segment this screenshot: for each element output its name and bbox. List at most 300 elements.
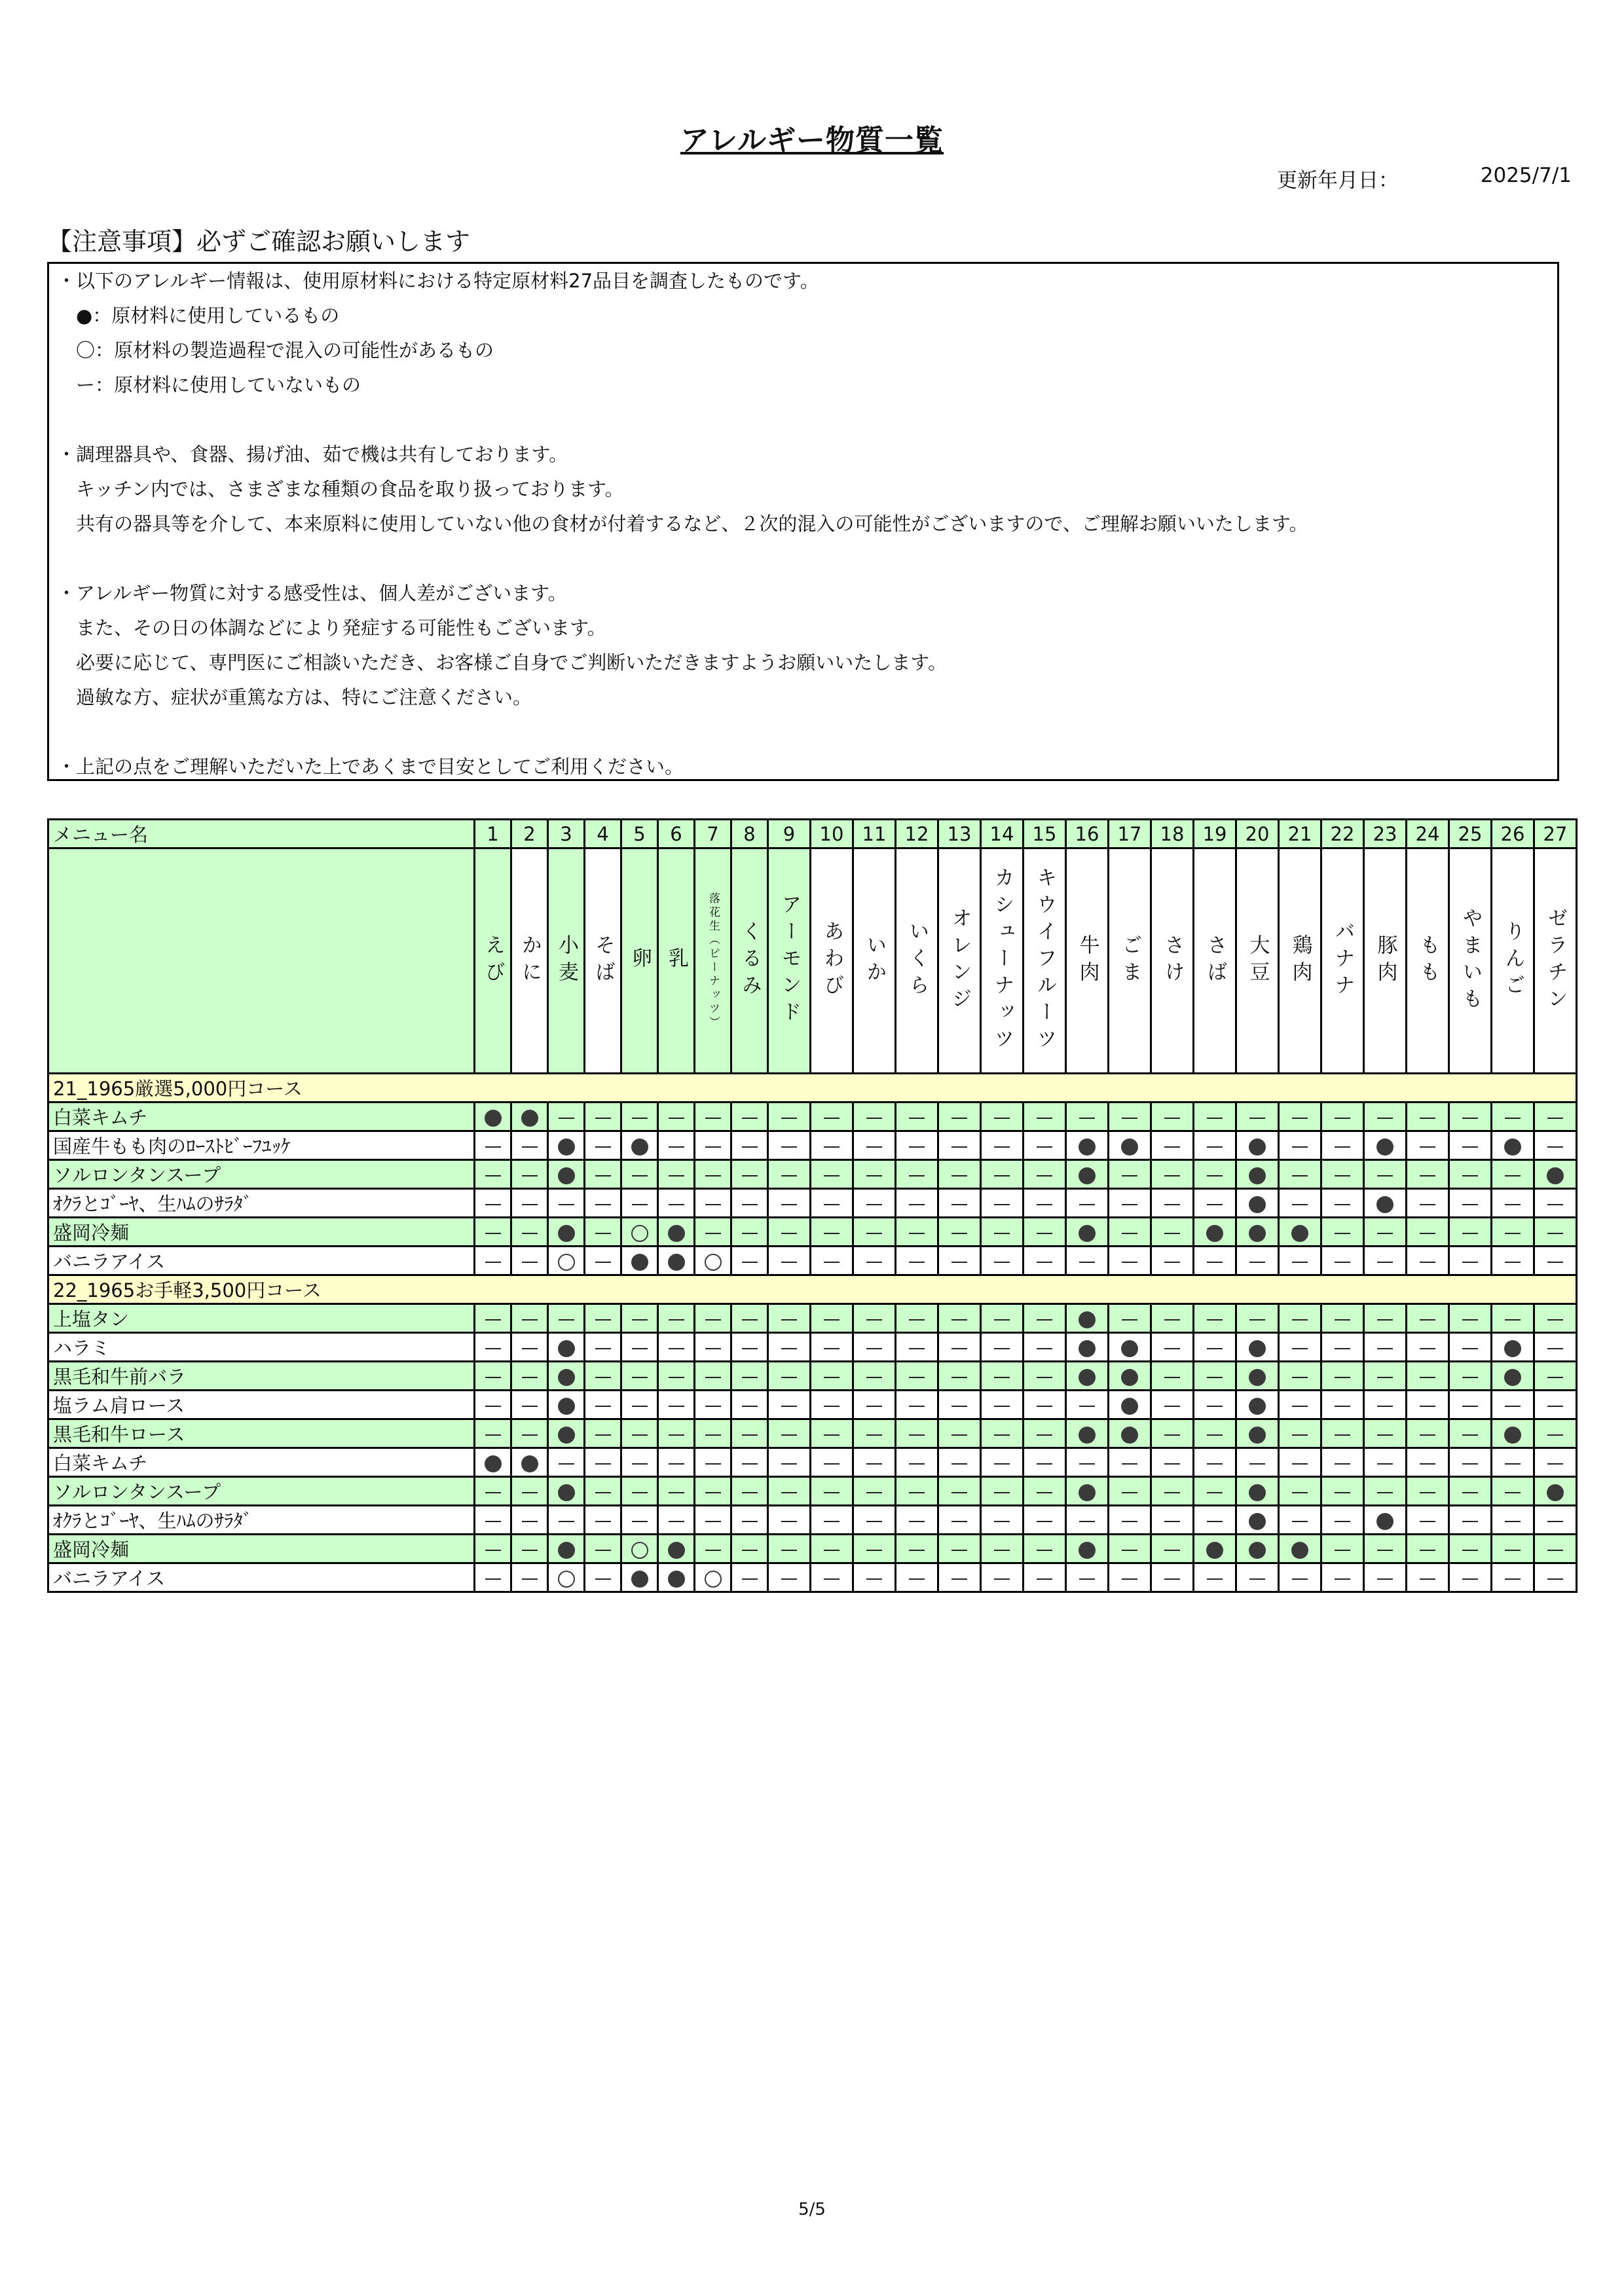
dash-icon	[1037, 1348, 1052, 1349]
dash-icon	[522, 1204, 538, 1205]
dash-icon	[1164, 1233, 1180, 1234]
mark-used	[548, 1333, 585, 1362]
dash-icon	[994, 1175, 1010, 1176]
dash-icon	[1420, 1262, 1435, 1263]
dash-icon	[951, 1118, 967, 1119]
mark-used	[1279, 1535, 1321, 1563]
dash-icon	[1335, 1578, 1350, 1580]
mark-none	[1194, 1160, 1236, 1189]
mark-none	[1279, 1304, 1321, 1333]
mark-none	[1534, 1362, 1577, 1391]
mark-none	[511, 1218, 548, 1247]
mark-none	[511, 1535, 548, 1563]
filled-circle-icon	[558, 1369, 575, 1386]
mark-none	[731, 1218, 768, 1247]
allergen-name-cell	[896, 848, 938, 1074]
mark-none	[658, 1189, 695, 1218]
mark-none	[475, 1391, 511, 1419]
filled-circle-icon	[1206, 1225, 1223, 1242]
mark-used	[1109, 1419, 1151, 1448]
dash-icon	[1164, 1204, 1180, 1205]
dash-icon	[994, 1233, 1010, 1234]
mark-used	[1066, 1160, 1109, 1189]
dash-icon	[669, 1377, 684, 1378]
mark-none	[853, 1362, 896, 1391]
mark-none	[981, 1506, 1024, 1535]
notice-line: ・以下のアレルギー情報は、使用原材料における特定原材料27品目を調査したものです。	[57, 270, 819, 292]
allergen-name-cell	[1364, 848, 1407, 1074]
dash-icon	[1037, 1550, 1052, 1551]
mark-none	[1109, 1160, 1151, 1189]
mark-used	[548, 1391, 585, 1419]
mark-none	[1151, 1218, 1194, 1247]
mark-none	[1024, 1362, 1066, 1391]
dash-icon	[595, 1406, 611, 1407]
mark-none	[1024, 1218, 1066, 1247]
mark-none	[1449, 1506, 1492, 1535]
filled-circle-icon	[1504, 1427, 1521, 1444]
dash-icon	[909, 1204, 925, 1205]
dash-icon	[866, 1377, 882, 1378]
mark-none	[1066, 1506, 1109, 1535]
mark-none	[511, 1563, 548, 1592]
mark-none	[621, 1419, 658, 1448]
mark-none	[896, 1563, 938, 1592]
dash-icon	[705, 1319, 721, 1321]
mark-none	[695, 1218, 731, 1247]
allergen-number: 7	[695, 820, 731, 848]
dash-icon	[994, 1262, 1010, 1263]
mark-none	[1279, 1247, 1321, 1275]
menu-header-blank	[48, 848, 475, 1074]
mark-none	[475, 1247, 511, 1275]
dash-icon	[951, 1434, 967, 1436]
mark-none	[1364, 1333, 1407, 1362]
filled-circle-icon	[1206, 1542, 1223, 1559]
mark-none	[768, 1506, 811, 1535]
mark-used	[511, 1448, 548, 1477]
dash-icon	[1377, 1175, 1393, 1176]
dash-icon	[669, 1521, 684, 1522]
dash-icon	[1462, 1492, 1478, 1493]
dash-icon	[522, 1146, 538, 1148]
filled-circle-icon	[558, 1427, 575, 1444]
mark-used	[658, 1247, 695, 1275]
dash-icon	[994, 1319, 1010, 1321]
dash-icon	[951, 1492, 967, 1493]
mark-none	[768, 1102, 811, 1131]
dash-icon	[1335, 1463, 1350, 1465]
dash-icon	[742, 1377, 758, 1378]
dash-icon	[994, 1492, 1010, 1493]
allergen-name-cell	[981, 848, 1024, 1074]
dash-icon	[1462, 1377, 1478, 1378]
dash-icon	[781, 1578, 797, 1580]
mark-none	[658, 1419, 695, 1448]
dash-icon	[595, 1262, 611, 1263]
filled-circle-icon	[1079, 1484, 1096, 1501]
dash-icon	[1547, 1118, 1563, 1119]
mark-none	[1194, 1131, 1236, 1160]
menu-name: バニラアイス	[48, 1247, 475, 1275]
mark-none	[1407, 1189, 1449, 1218]
filled-circle-icon	[1079, 1427, 1096, 1444]
mark-none	[1407, 1333, 1449, 1362]
mark-none	[896, 1506, 938, 1535]
dash-icon	[669, 1406, 684, 1407]
dash-icon	[1462, 1463, 1478, 1465]
mark-none	[548, 1102, 585, 1131]
allergen-name-cell	[1492, 848, 1534, 1074]
mark-none	[896, 1448, 938, 1477]
dash-icon	[1505, 1521, 1521, 1522]
mark-none	[768, 1391, 811, 1419]
mark-none	[853, 1448, 896, 1477]
mark-none	[811, 1102, 853, 1131]
mark-none	[1407, 1218, 1449, 1247]
dash-icon	[1207, 1377, 1223, 1378]
dash-icon	[1207, 1406, 1223, 1407]
filled-circle-icon	[1121, 1139, 1138, 1156]
dash-icon	[1249, 1463, 1265, 1465]
dash-icon	[559, 1319, 574, 1321]
mark-none	[511, 1362, 548, 1391]
mark-used	[1236, 1535, 1279, 1563]
menu-name: ｵｸﾗとｺﾞｰﾔ、生ﾊﾑのｻﾗﾀﾞ	[48, 1189, 475, 1218]
mark-none	[981, 1448, 1024, 1477]
dash-icon	[1335, 1406, 1350, 1407]
mark-none	[475, 1535, 511, 1563]
mark-none	[1024, 1563, 1066, 1592]
dash-icon	[1249, 1118, 1265, 1119]
dash-icon	[1377, 1406, 1393, 1407]
mark-used	[621, 1563, 658, 1592]
mark-none	[511, 1131, 548, 1160]
mark-none	[1279, 1102, 1321, 1131]
allergen-number: 20	[1236, 820, 1279, 848]
mark-none	[731, 1535, 768, 1563]
dash-icon	[951, 1377, 967, 1378]
dash-icon	[595, 1204, 611, 1205]
mark-none	[1449, 1304, 1492, 1333]
dash-icon	[1122, 1550, 1137, 1551]
mark-none	[1024, 1477, 1066, 1506]
dash-icon	[1122, 1492, 1137, 1493]
allergen-name: くるみ	[738, 920, 762, 1001]
mark-used	[1066, 1304, 1109, 1333]
dash-icon	[951, 1204, 967, 1205]
allergen-name-cell	[695, 848, 731, 1074]
mark-used	[1194, 1535, 1236, 1563]
dash-icon	[1249, 1262, 1265, 1263]
allergen-name: そば	[591, 934, 615, 988]
mark-none	[621, 1448, 658, 1477]
filled-circle-icon	[1249, 1139, 1266, 1156]
mark-none	[731, 1333, 768, 1362]
mark-none	[1407, 1391, 1449, 1419]
mark-none	[585, 1391, 621, 1419]
mark-none	[811, 1218, 853, 1247]
dash-icon	[824, 1463, 840, 1465]
mark-none	[1321, 1189, 1364, 1218]
allergen-name-cell	[1066, 848, 1109, 1074]
open-circle-icon	[558, 1571, 575, 1588]
filled-circle-icon	[1079, 1542, 1096, 1559]
dash-icon	[1122, 1319, 1137, 1321]
mark-none	[896, 1535, 938, 1563]
dash-icon	[1462, 1175, 1478, 1176]
mark-none	[938, 1419, 981, 1448]
dash-icon	[669, 1319, 684, 1321]
dash-icon	[1335, 1146, 1350, 1148]
mark-none	[1321, 1362, 1364, 1391]
mark-none	[853, 1506, 896, 1535]
mark-none	[511, 1477, 548, 1506]
menu-name: バニラアイス	[48, 1563, 475, 1592]
dash-icon	[1207, 1204, 1223, 1205]
allergen-name: りんご	[1501, 920, 1525, 1001]
dash-icon	[1420, 1434, 1435, 1436]
dash-icon	[824, 1550, 840, 1551]
dash-icon	[1292, 1434, 1308, 1436]
dash-icon	[1164, 1146, 1180, 1148]
mark-none	[1407, 1131, 1449, 1160]
filled-circle-icon	[668, 1225, 685, 1242]
dash-icon	[1164, 1406, 1180, 1407]
mark-used	[1364, 1506, 1407, 1535]
mark-none	[811, 1563, 853, 1592]
allergen-number: 8	[731, 820, 768, 848]
mark-used	[1109, 1333, 1151, 1362]
dash-icon	[994, 1434, 1010, 1436]
mark-none	[1194, 1189, 1236, 1218]
dash-icon	[705, 1406, 721, 1407]
mark-none	[731, 1102, 768, 1131]
dash-icon	[909, 1348, 925, 1349]
menu-row	[48, 1333, 1577, 1362]
allergen-name: かに	[518, 934, 542, 988]
mark-none	[981, 1247, 1024, 1275]
mark-none	[585, 1218, 621, 1247]
mark-none	[1024, 1131, 1066, 1160]
allergen-number: 17	[1109, 820, 1151, 848]
mark-none	[896, 1419, 938, 1448]
dash-icon	[1122, 1262, 1137, 1263]
dash-icon	[705, 1434, 721, 1436]
dash-icon	[1207, 1175, 1223, 1176]
mark-none	[1066, 1448, 1109, 1477]
dash-icon	[522, 1348, 538, 1349]
mark-none	[621, 1506, 658, 1535]
dash-icon	[909, 1406, 925, 1407]
mark-none	[695, 1506, 731, 1535]
mark-none	[1194, 1391, 1236, 1419]
dash-icon	[1335, 1434, 1350, 1436]
dash-icon	[1164, 1550, 1180, 1551]
open-circle-icon	[558, 1254, 575, 1271]
mark-none	[695, 1448, 731, 1477]
menu-row	[48, 1131, 1577, 1160]
dash-icon	[951, 1233, 967, 1234]
mark-none	[811, 1131, 853, 1160]
allergen-number: 27	[1534, 820, 1577, 848]
mark-none	[981, 1477, 1024, 1506]
dash-icon	[1335, 1262, 1350, 1263]
dash-icon	[866, 1233, 882, 1234]
dash-icon	[866, 1406, 882, 1407]
mark-none	[511, 1160, 548, 1189]
filled-circle-icon	[1547, 1167, 1564, 1184]
dash-icon	[951, 1463, 967, 1465]
menu-row	[48, 1477, 1577, 1506]
dash-icon	[632, 1204, 648, 1205]
mark-none	[1449, 1535, 1492, 1563]
mark-none	[1321, 1391, 1364, 1419]
allergen-name-cell	[1194, 848, 1236, 1074]
mark-possible	[621, 1218, 658, 1247]
dash-icon	[595, 1233, 611, 1234]
dash-icon	[595, 1348, 611, 1349]
dash-icon	[1164, 1377, 1180, 1378]
dash-icon	[1377, 1319, 1393, 1321]
dash-icon	[994, 1204, 1010, 1205]
allergen-name-cell	[1279, 848, 1321, 1074]
allergen-name: カシューナッツ	[990, 867, 1014, 1055]
dash-icon	[781, 1348, 797, 1349]
dash-icon	[1292, 1578, 1308, 1580]
mark-none	[1151, 1391, 1194, 1419]
mark-none	[1449, 1102, 1492, 1131]
open-circle-icon	[705, 1254, 722, 1271]
mark-none	[585, 1506, 621, 1535]
mark-none	[1066, 1247, 1109, 1275]
dash-icon	[1420, 1175, 1435, 1176]
course-name: 22_1965お手軽3,500円コース	[48, 1275, 1577, 1304]
mark-used	[1066, 1218, 1109, 1247]
dash-icon	[1462, 1521, 1478, 1522]
notice-line: ・調理器具や、食器、揚げ油、茹で機は共有しております。	[57, 443, 568, 465]
allergen-name: 牛肉	[1075, 934, 1099, 988]
dash-icon	[951, 1521, 967, 1522]
dash-icon	[1292, 1204, 1308, 1205]
dash-icon	[742, 1348, 758, 1349]
dash-icon	[951, 1550, 967, 1551]
filled-circle-icon	[1291, 1225, 1308, 1242]
mark-none	[896, 1189, 938, 1218]
dash-icon	[705, 1204, 721, 1205]
dash-icon	[1377, 1118, 1393, 1119]
dash-icon	[1335, 1492, 1350, 1493]
allergen-number: 9	[768, 820, 811, 848]
dash-icon	[1505, 1175, 1521, 1176]
dash-icon	[1292, 1118, 1308, 1119]
dash-icon	[1207, 1262, 1223, 1263]
mark-none	[1194, 1247, 1236, 1275]
allergen-name-cell	[475, 848, 511, 1074]
allergen-name: 落花生（ピーナッツ）	[707, 892, 720, 1030]
mark-used	[1066, 1131, 1109, 1160]
mark-none	[585, 1419, 621, 1448]
dash-icon	[909, 1233, 925, 1234]
dash-icon	[522, 1492, 538, 1493]
mark-used	[1534, 1160, 1577, 1189]
allergen-name: アーモンド	[777, 894, 802, 1028]
mark-none	[1024, 1506, 1066, 1535]
mark-none	[853, 1102, 896, 1131]
mark-none	[1407, 1419, 1449, 1448]
mark-none	[1492, 1218, 1534, 1247]
mark-none	[658, 1391, 695, 1419]
mark-none	[1449, 1448, 1492, 1477]
dash-icon	[1292, 1463, 1308, 1465]
mark-used	[1109, 1362, 1151, 1391]
mark-none	[1024, 1102, 1066, 1131]
mark-none	[1279, 1189, 1321, 1218]
mark-none	[1024, 1391, 1066, 1419]
menu-row	[48, 1506, 1577, 1535]
dash-icon	[1335, 1521, 1350, 1522]
dash-icon	[1164, 1578, 1180, 1580]
allergen-number: 22	[1321, 820, 1364, 848]
filled-circle-icon	[558, 1167, 575, 1184]
notice-line	[57, 715, 1557, 750]
mark-none	[1151, 1535, 1194, 1563]
mark-none	[475, 1218, 511, 1247]
mark-none	[1194, 1333, 1236, 1362]
mark-none	[731, 1131, 768, 1160]
dash-icon	[522, 1319, 538, 1321]
mark-none	[1279, 1506, 1321, 1535]
mark-none	[981, 1160, 1024, 1189]
dash-icon	[705, 1175, 721, 1176]
mark-none	[1236, 1247, 1279, 1275]
filled-circle-icon	[558, 1398, 575, 1415]
mark-none	[1364, 1102, 1407, 1131]
dash-icon	[595, 1492, 611, 1493]
mark-none	[981, 1189, 1024, 1218]
allergen-name: やまいも	[1458, 907, 1483, 1015]
mark-none	[1151, 1477, 1194, 1506]
dash-icon	[1079, 1463, 1095, 1465]
mark-none	[585, 1102, 621, 1131]
mark-none	[1024, 1247, 1066, 1275]
dash-icon	[824, 1319, 840, 1321]
dash-icon	[1377, 1492, 1393, 1493]
dash-icon	[705, 1463, 721, 1465]
dash-icon	[1420, 1146, 1435, 1148]
dash-icon	[951, 1348, 967, 1349]
mark-used	[1066, 1477, 1109, 1506]
dash-icon	[1164, 1434, 1180, 1436]
menu-name: 国産牛もも肉のﾛｰｽﾄﾋﾞｰﾌﾕｯｹ	[48, 1131, 475, 1160]
notice-line: ・上記の点をご理解いただいた上であくまで目安としてご利用ください。	[57, 756, 684, 778]
mark-none	[1279, 1448, 1321, 1477]
allergen-number: 10	[811, 820, 853, 848]
mark-none	[511, 1189, 548, 1218]
dash-icon	[705, 1233, 721, 1234]
notice-line: ー：原材料に使用していないもの	[57, 374, 361, 396]
dash-icon	[1335, 1550, 1350, 1551]
notice-box	[47, 262, 1559, 781]
mark-none	[1534, 1218, 1577, 1247]
dash-icon	[909, 1377, 925, 1378]
dash-icon	[559, 1521, 574, 1522]
dash-icon	[1505, 1233, 1521, 1234]
mark-used	[548, 1218, 585, 1247]
update-label: 更新年月日：	[1277, 169, 1399, 192]
open-circle-icon	[631, 1542, 648, 1559]
dash-icon	[742, 1118, 758, 1119]
